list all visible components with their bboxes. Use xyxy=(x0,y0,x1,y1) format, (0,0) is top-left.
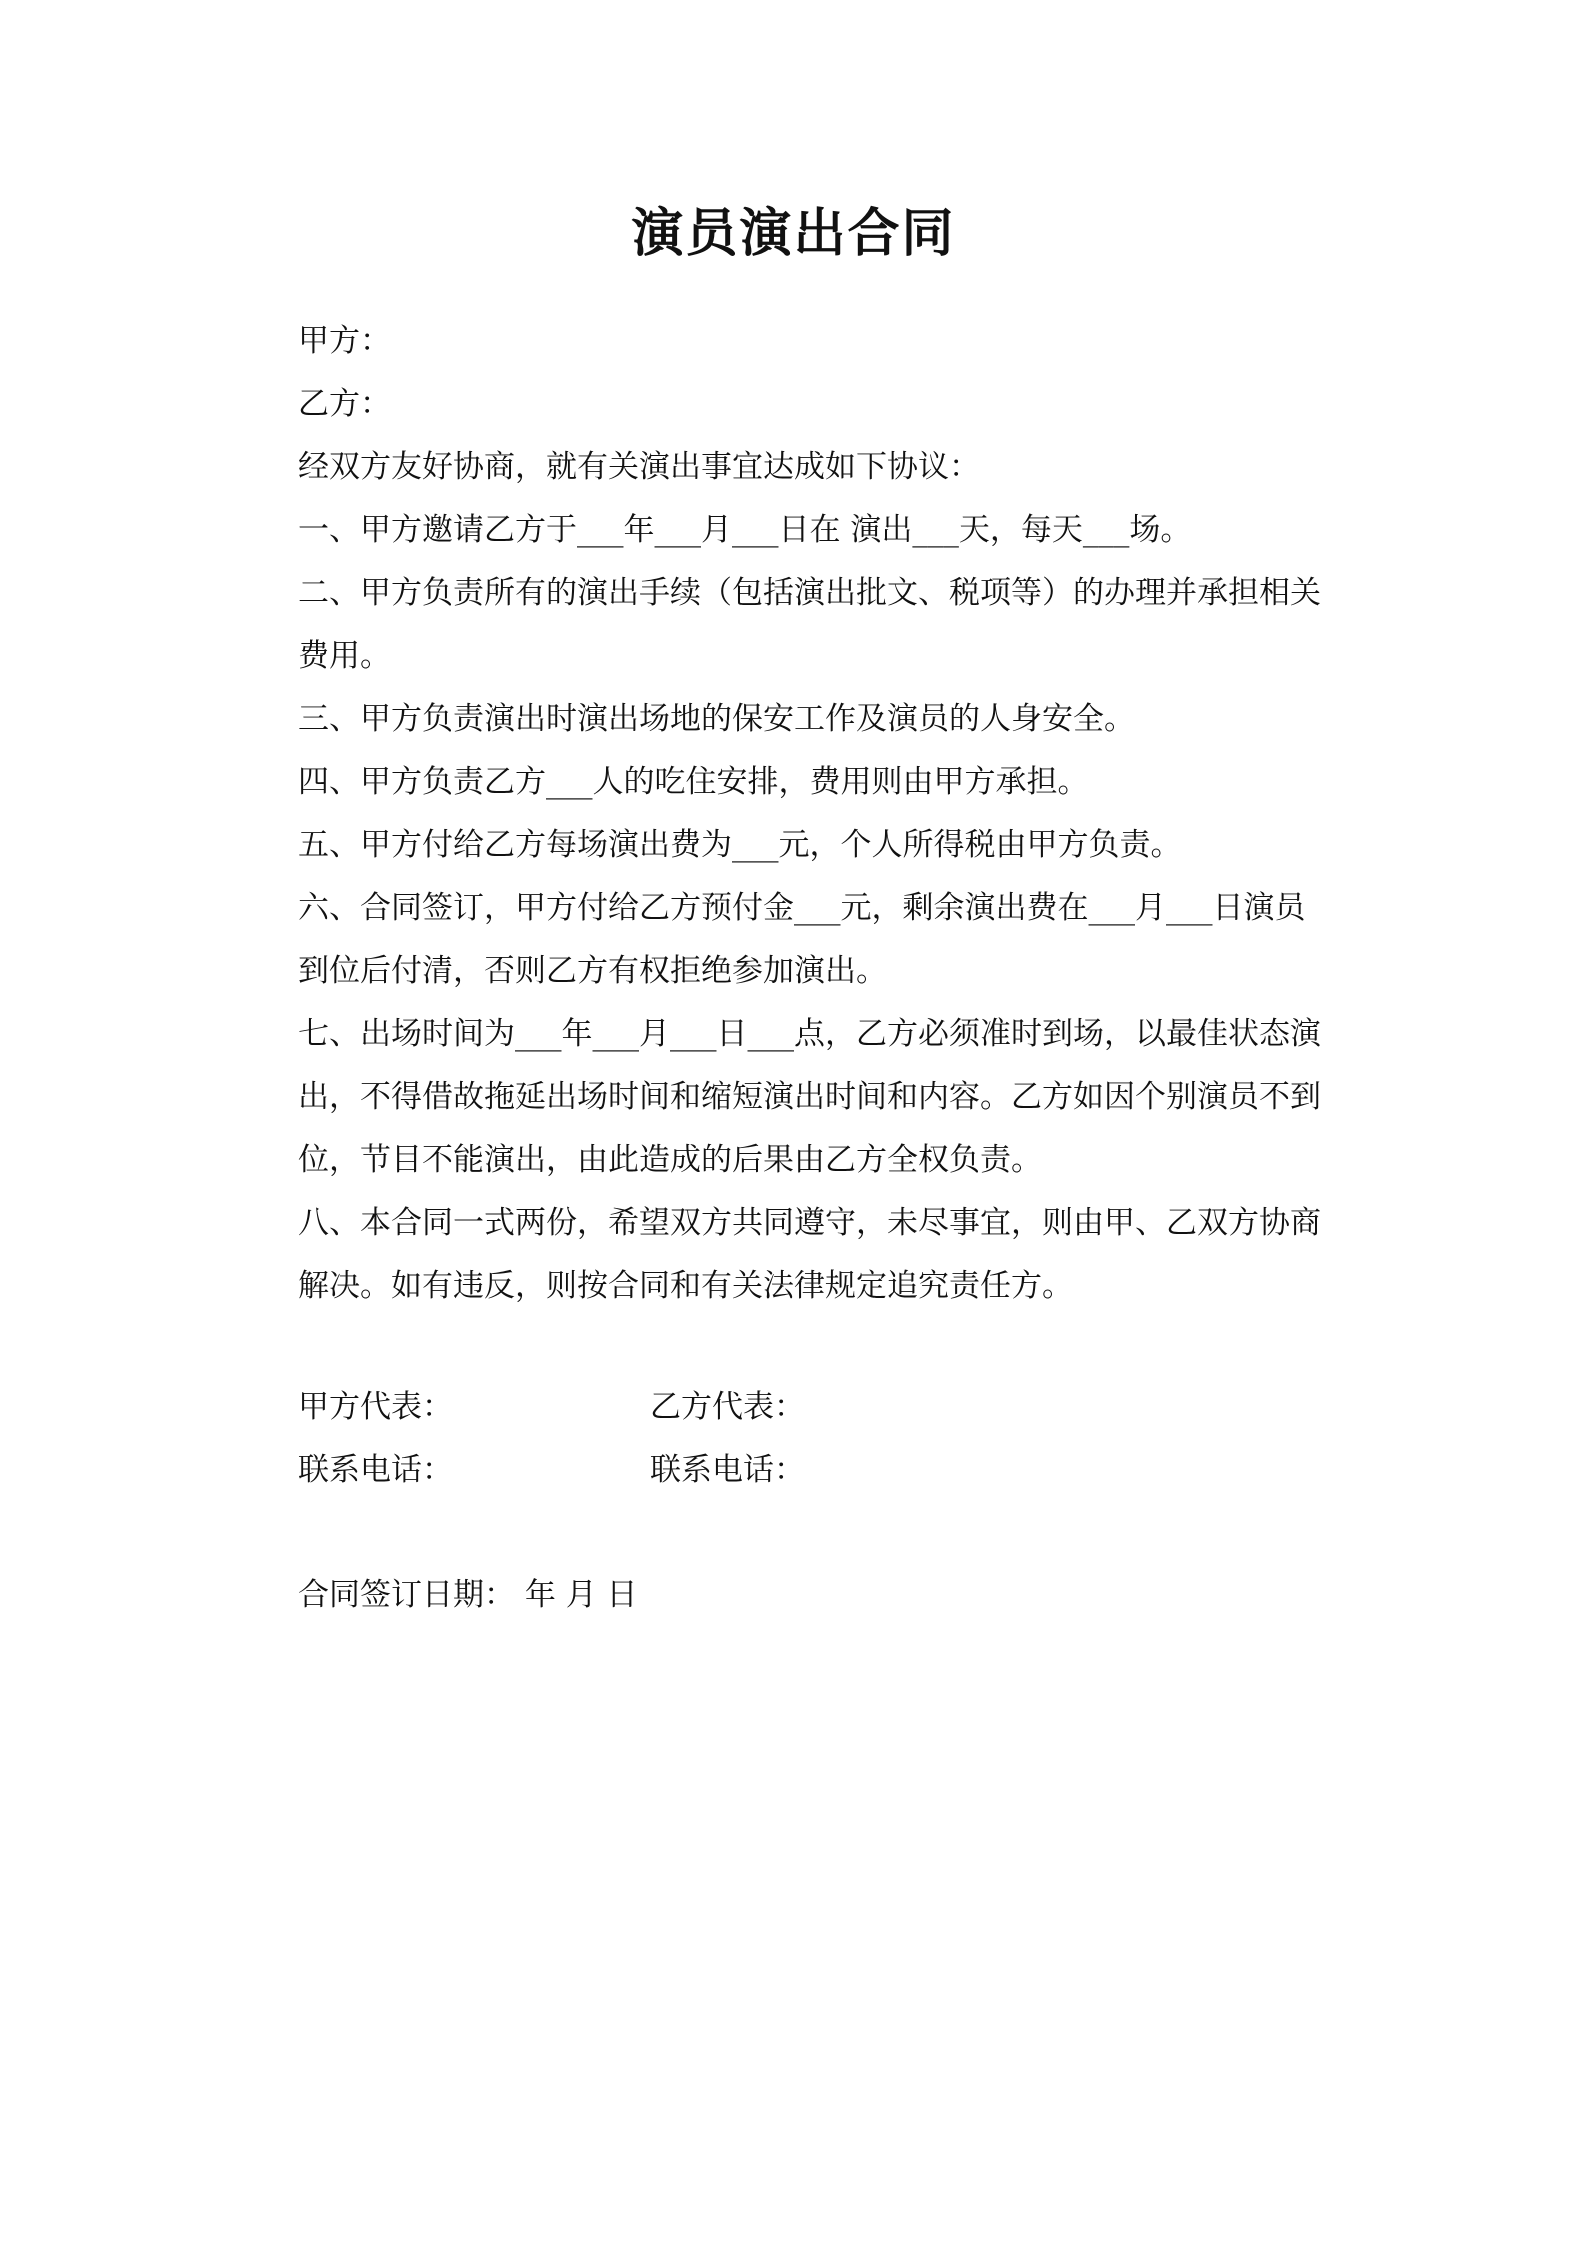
clause-line: 三、甲方负责演出时演出场地的保安工作及演员的人身安全。 xyxy=(298,701,1135,737)
signature-row-phone xyxy=(298,1439,1358,1502)
sign-date-line: 合同签订日期： 年 月 日 xyxy=(298,1577,638,1613)
clause-line: 七、出场时间为___年___月___日___点，乙方必须准时到场，以最佳状态演 xyxy=(298,1016,1321,1052)
intro-paragraph: 经双方友好协商，就有关演出事宜达成如下协议： xyxy=(298,449,980,485)
party-a-rep-label: 甲方代表： xyxy=(298,1389,453,1425)
clause-line: 出，不得借故拖延出场时间和缩短演出时间和内容。乙方如因个别演员不到 xyxy=(298,1079,1321,1115)
clause-line: 四、甲方负责乙方___人的吃住安排，费用则由甲方承担。 xyxy=(298,764,1089,800)
clause-line: 到位后付清，否则乙方有权拒绝参加演出。 xyxy=(298,953,887,989)
party-b-phone-label: 联系电话： xyxy=(650,1452,805,1488)
clause-line: 费用。 xyxy=(298,638,391,674)
party-a-label: 甲方： xyxy=(298,323,391,359)
clause-line: 八、本合同一式两份，希望双方共同遵守，未尽事宜，则由甲、乙双方协商 xyxy=(298,1205,1321,1241)
party-b-label: 乙方： xyxy=(298,386,391,422)
party-a-phone-label: 联系电话： xyxy=(298,1452,453,1488)
page-title: 演员演出合同 xyxy=(631,203,956,264)
clause-line: 五、甲方付给乙方每场演出费为___元，个人所得税由甲方负责。 xyxy=(298,827,1182,863)
signature-row-rep xyxy=(298,1376,1358,1439)
clause-line: 位，节目不能演出，由此造成的后果由乙方全权负责。 xyxy=(298,1142,1042,1178)
contract-body xyxy=(298,310,1358,1318)
clause-line: 解决。如有违反，则按合同和有关法律规定追究责任方。 xyxy=(298,1268,1073,1304)
party-b-rep-label: 乙方代表： xyxy=(650,1389,805,1425)
clause-line: 一、甲方邀请乙方于___年___月___日在 演出___天，每天___场。 xyxy=(298,512,1192,548)
clause-line: 二、甲方负责所有的演出手续（包括演出批文、税项等）的办理并承担相关 xyxy=(298,575,1321,611)
clause-line: 六、合同签订，甲方付给乙方预付金___元，剩余演出费在___月___日演员 xyxy=(298,890,1306,926)
